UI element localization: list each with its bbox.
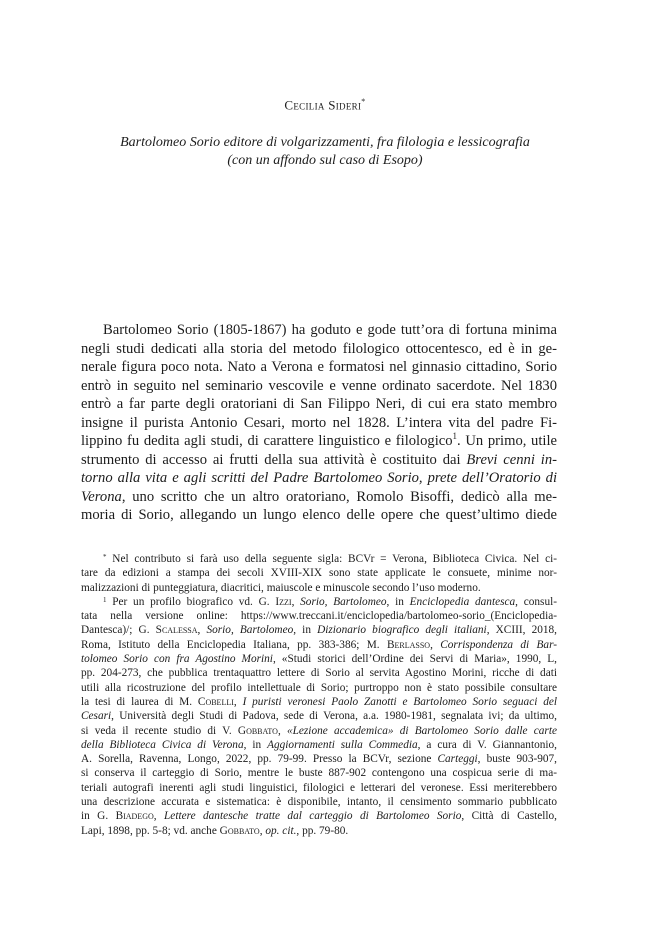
footnote-line: [81, 695, 557, 709]
footnote-text: , Città di Castello,: [461, 810, 557, 823]
footnote-text: ,: [259, 824, 266, 837]
footnote-text: , pp. 79-80.: [296, 824, 349, 837]
body-line: Bartolomeo Sorio (1805-1867) ha goduto e gode tutt’ora di fortuna minima: [103, 322, 557, 338]
cited-title: Cesari: [81, 710, 112, 723]
cited-author: Scalessa: [155, 624, 198, 637]
cited-title: Corrispondenza di Bar-: [440, 638, 557, 651]
italic-title-run: Brevi cenni in-: [466, 451, 557, 468]
footnote-line: [81, 638, 557, 652]
cited-author: Biadego: [115, 810, 154, 823]
body-line: negli studi dedicati alla storia del metodo filologico ottocentesco, ed è in ge-: [81, 340, 557, 357]
body-text-run: lippino fu dedita agli studi, di carattere linguistico e filologico: [81, 433, 453, 449]
cited-author: Cobelli: [197, 695, 234, 708]
body-line: nerale figura poco nota. Nato a Verona e formatosi nel ginnasio cittadino, Sorio: [81, 359, 557, 375]
footnote-text: ,: [277, 724, 287, 737]
footnote-text: ,: [197, 624, 207, 637]
cited-title: I puristi veronesi Paolo Zanotti e Bartolomeo Sorio seguaci del: [242, 695, 557, 708]
cited-title: Carteggi: [437, 753, 478, 766]
cited-title: Lettere dantesche tratte dal carteggio di Bartolomeo Sorio: [164, 810, 462, 823]
footnote-line: [81, 724, 557, 738]
footnote-text: Nel contributo si farà uso della seguente sigla: BCVr = Verona, Biblioteca Civica. Nel ci-: [106, 553, 557, 565]
footnote-star-line: [81, 552, 557, 566]
body-text: [81, 321, 557, 525]
footnote-text: , consul-: [515, 595, 557, 608]
footnote-1-line: [81, 595, 557, 609]
footnote-line: si conserva il carteggio di Sorio, mentre le buste 887-902 contengono una cospicua serie di ma-: [81, 767, 557, 780]
body-line: insigne il purista Antonio Cesari, morto nel 1828. L’intera vita del padre Fi-: [81, 414, 557, 431]
cited-author: Berlasso: [386, 638, 431, 651]
footnote-line: [81, 652, 557, 666]
footnote-ref-1[interactable]: 1: [452, 431, 458, 442]
footnote-text: si veda il recente studio di V.: [81, 724, 238, 737]
footnote-line: teriali autografi inerenti agli studi linguistici, filologici e letterari del veronese. Essi meriterebbero: [81, 781, 557, 794]
footnote-text: , XCIII, 2018,: [486, 624, 557, 637]
footnote-line: [81, 623, 557, 637]
cited-title: «Lezione accademica» di Bartolomeo Sorio dalle carte: [286, 724, 557, 737]
footnote-text: , in: [293, 624, 318, 637]
footnote-1-mark: 1: [103, 595, 107, 604]
title-line-1: Bartolomeo Sorio editore di volgarizzamenti, fra filologia e lessicografia: [120, 135, 530, 150]
footnote-text: Per un profilo biografico vd. G.: [106, 595, 276, 608]
body-line: moria di Sorio, allegando un lungo elenco delle opere che quest’ultimo diede: [81, 507, 557, 523]
footnote-text: A. Sorella, Ravenna, Longo, 2022, pp. 79-99. Presso la BCVr, sezione: [81, 753, 438, 766]
footnotes: [81, 552, 557, 838]
footnote-text: ,: [153, 810, 165, 823]
body-line: [81, 488, 557, 507]
footnote-line: [81, 709, 557, 723]
footnote-text: , «Studi storici dell’Ordine dei Servi di Maria», 1990, L,: [272, 653, 557, 666]
footnote-text: Roma, Istituto della Enciclopedia Italiana, pp. 383-386; M.: [81, 638, 387, 651]
footnote-text: , in: [243, 738, 268, 751]
footnote-line: [81, 738, 557, 752]
footnote-text: ,: [291, 595, 301, 608]
body-text-run: . Un primo, utile: [457, 433, 557, 449]
body-text-run: , uno scritto che un altro oratoriano, Romolo Bisoffi, dedicò alla me-: [121, 488, 557, 505]
footnote-text: ,: [430, 638, 441, 651]
body-line: [81, 432, 557, 451]
footnote-text: Lapi, 1898, pp. 5-8; vd. anche: [81, 824, 220, 837]
footnote-text: Dantesca)/; G.: [81, 624, 156, 637]
cited-title: op. cit.: [265, 824, 297, 837]
cited-title: della Biblioteca Civica di Verona: [81, 738, 244, 751]
footnote-line: malizzazioni di punteggiatura, diacritici, maiuscole e minuscole secondo l’uso moderno.: [81, 581, 481, 594]
footnote-url-line[interactable]: tata nella versione online: https://www.treccani.it/enciclopedia/bartolomeo-sorio_(Enciclopedia-: [81, 610, 557, 623]
footnote-text: , Università degli Studi di Padova, sede di Verona, a.a. 1980-1981, segnalata ivi; da ultimo,: [111, 710, 557, 723]
footnote-line: tare da edizioni a stampa dei secoli XVIII-XIX sono state applicate le consuete, minime nor-: [81, 567, 557, 580]
footnote-line: pp. 204-273, che pubblica trentaquattro lettere di Sorio al servita Agostino Morini, ricche di dati: [81, 667, 557, 680]
footnote-text: la tesi di laurea di M.: [81, 695, 198, 708]
footnote-line: utili alla ricostruzione del profilo intellettuale di Sorio; purtroppo non è stato possibile consultare: [81, 681, 557, 694]
cited-author: Gobbato: [237, 724, 278, 737]
author-footnote-mark: *: [361, 97, 366, 106]
cited-title: Enciclopedia dantesca: [409, 595, 516, 608]
footnote-line: [81, 752, 557, 766]
cited-title: Sorio, Bartolomeo: [300, 595, 387, 608]
footnote-text: , a cura di V. Giannantonio,: [417, 738, 557, 751]
body-line: entrò a far parte degli oratoriani di San Filippo Neri, di cui era stato membro: [81, 396, 557, 412]
author-name: [0, 97, 650, 113]
body-line: torno alla vita e agli scritti del Padre Bartolomeo Sorio, prete dell’Oratorio di: [81, 470, 557, 486]
footnote-text: in G.: [81, 810, 116, 823]
author-last-name: Sideri: [328, 97, 362, 113]
article-title: [60, 134, 590, 170]
body-line: entrò in seguito nel seminario vescovile e venne ordinato sacerdote. Nel 1830: [81, 377, 557, 394]
cited-title: Dizionario biografico degli italiani: [317, 624, 487, 637]
cited-title: Sorio, Bartolomeo: [206, 624, 294, 637]
footnote-line: [81, 809, 557, 823]
cited-author: Izzi: [275, 595, 292, 608]
body-text-run: strumento di accesso ai frutti della sua attività è costituito dai: [81, 451, 467, 468]
footnote-text: , in: [386, 595, 410, 608]
italic-title-run: Verona: [81, 488, 122, 505]
body-line: [81, 451, 557, 470]
footnote-line: [81, 824, 557, 838]
footnote-text: ,: [233, 695, 243, 708]
footnote-line: una descrizione accurata e sistematica: è disponibile, intanto, il censimento sommario pubblicato: [81, 796, 557, 809]
author-first-name: Cecilia: [284, 97, 325, 113]
cited-title: Aggiornamenti sulla Commedia: [267, 738, 418, 751]
cited-author: Gobbato: [219, 824, 260, 837]
footnote-text: , buste 903-907,: [477, 753, 557, 766]
footnote-star-mark: *: [103, 553, 107, 561]
cited-title: tolomeo Sorio con fra Agostino Morini: [81, 653, 273, 666]
title-line-2: (con un affondo sul caso di Esopo): [227, 153, 423, 168]
